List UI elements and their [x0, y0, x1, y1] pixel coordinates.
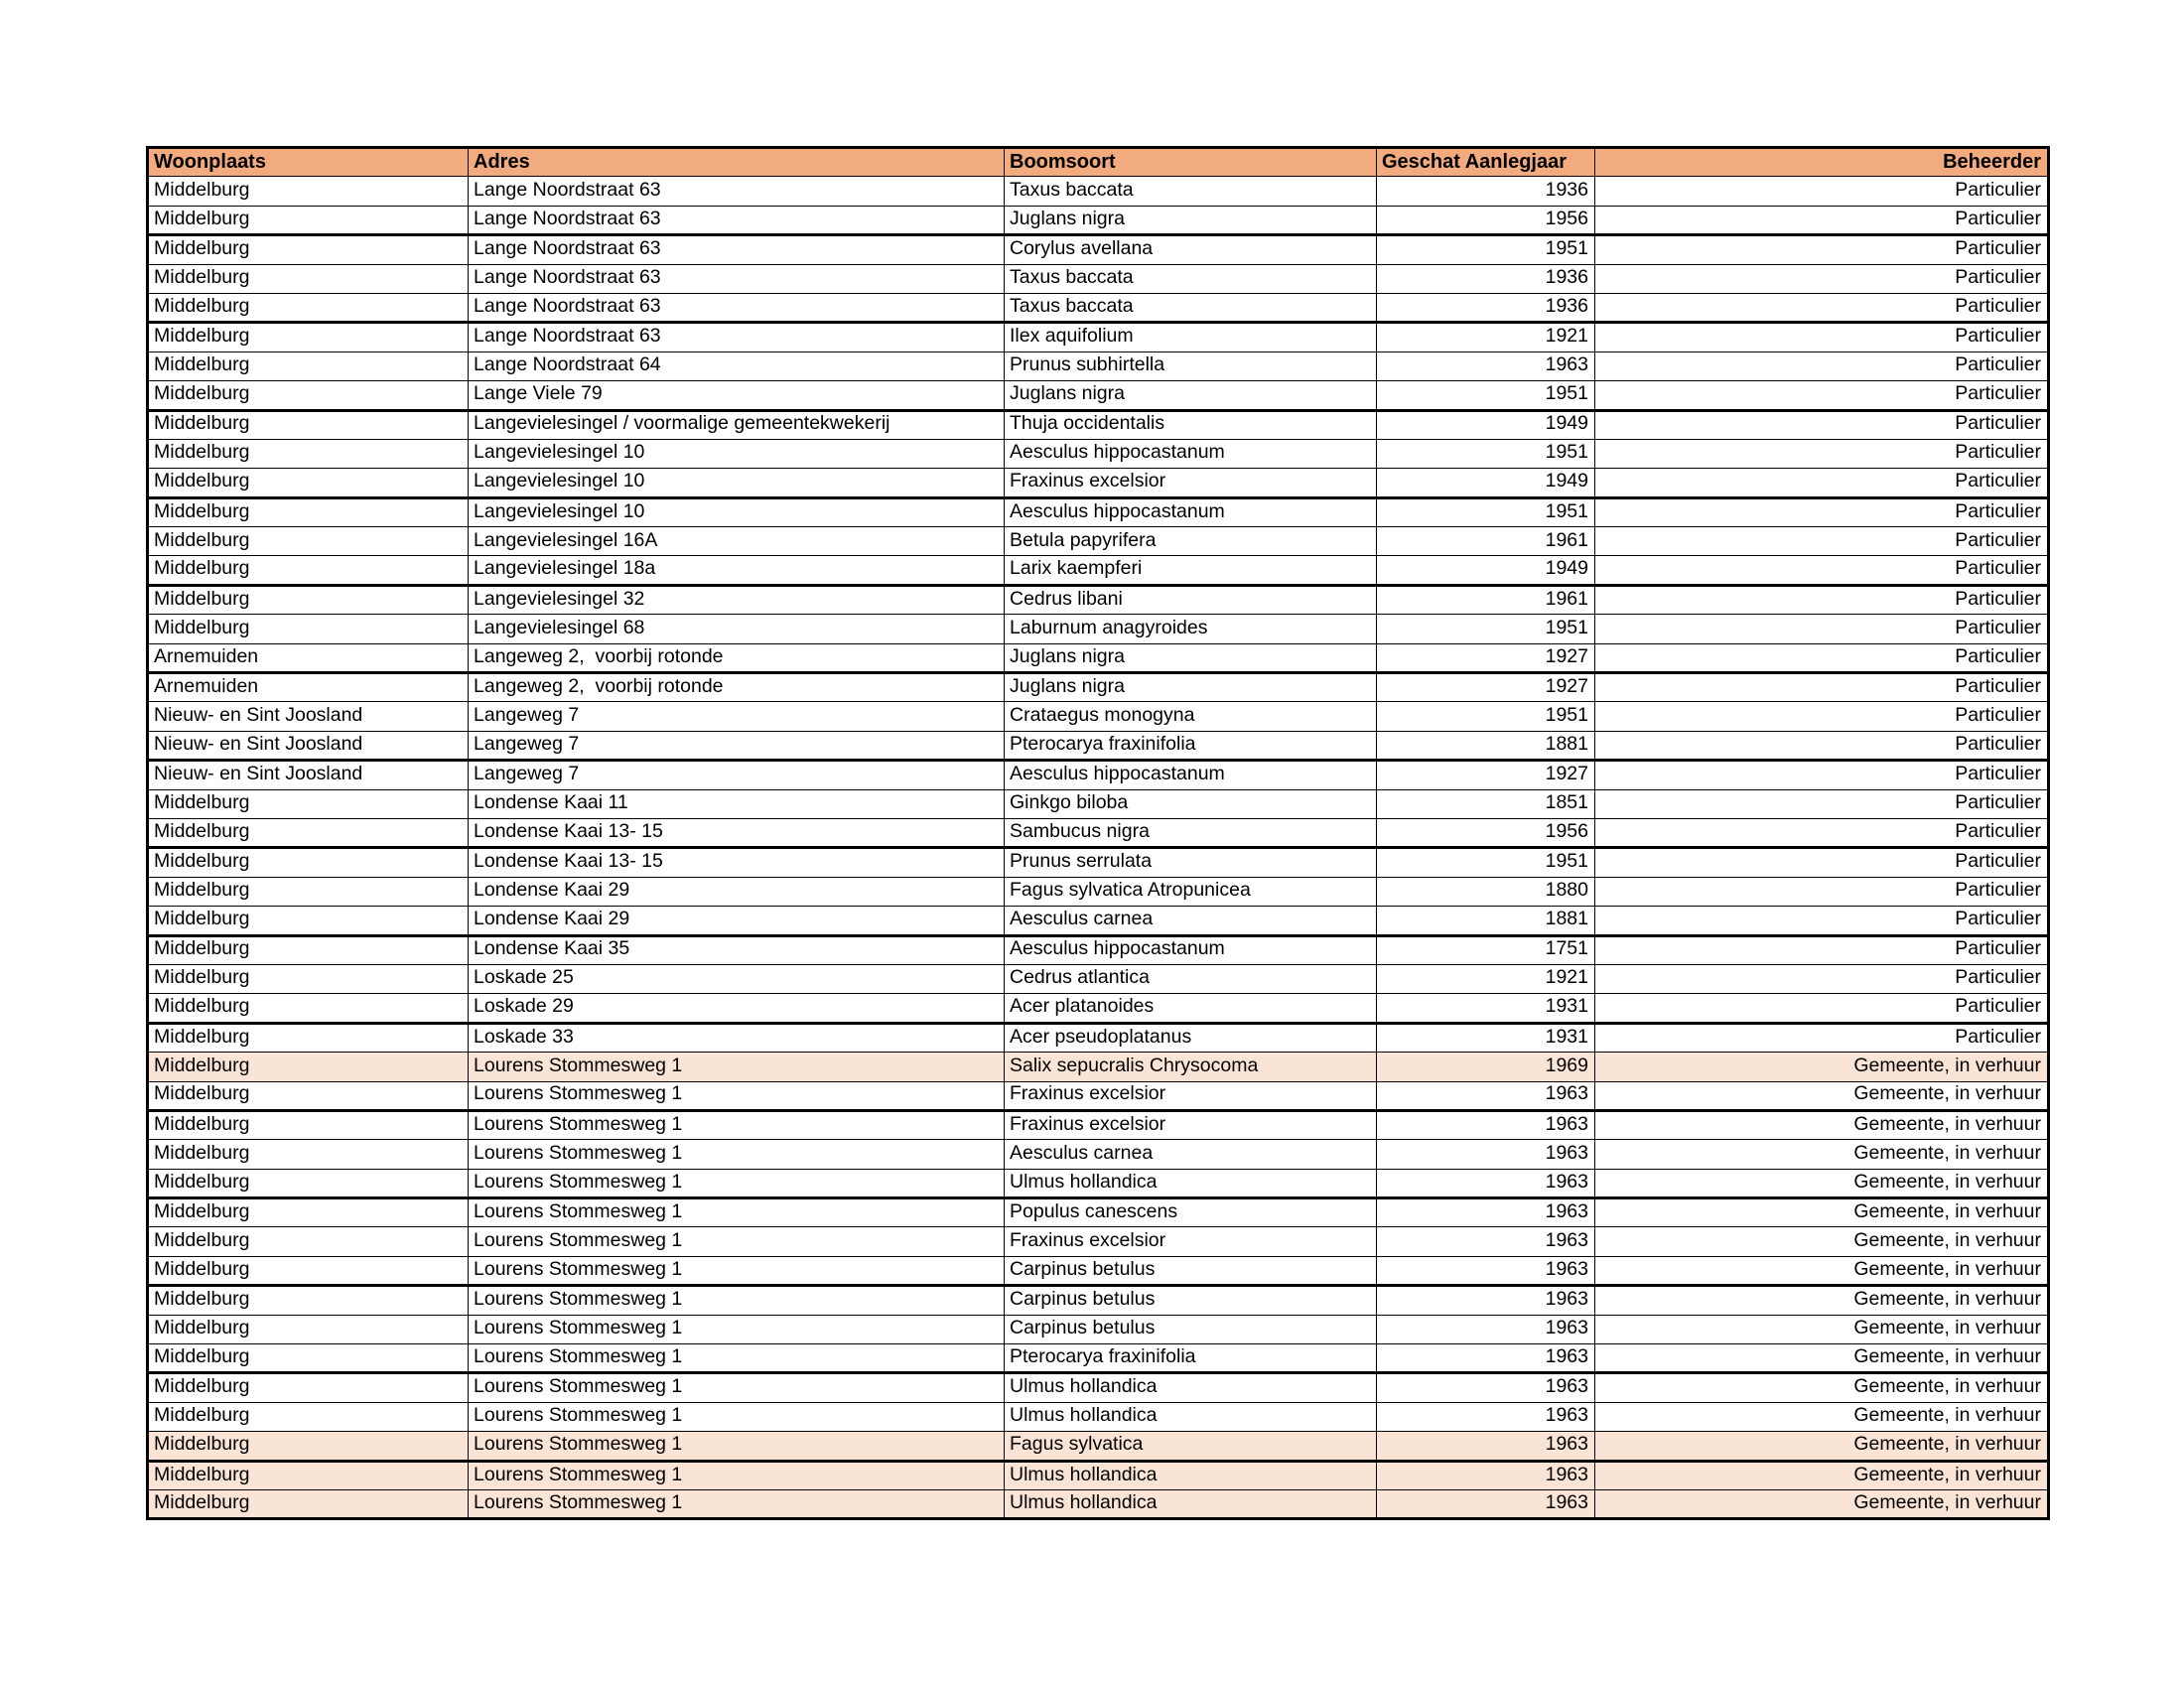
cell-jaar: 1951 — [1377, 497, 1595, 526]
cell-beheerder: Gemeente, in verhuur — [1595, 1256, 2049, 1285]
cell-adres: Langevielesingel 10 — [469, 469, 1005, 497]
cell-adres: Lange Noordstraat 63 — [469, 264, 1005, 293]
cell-woonplaats: Middelburg — [148, 1402, 469, 1431]
cell-adres: Lange Noordstraat 63 — [469, 293, 1005, 322]
cell-woonplaats: Middelburg — [148, 818, 469, 847]
cell-woonplaats: Middelburg — [148, 352, 469, 380]
cell-adres: Langeweg 2, voorbij rotonde — [469, 673, 1005, 702]
table-row — [148, 1023, 2049, 1052]
cell-woonplaats: Middelburg — [148, 615, 469, 643]
cell-adres: Lourens Stommesweg 1 — [469, 1286, 1005, 1315]
cell-jaar: 1936 — [1377, 177, 1595, 206]
cell-woonplaats: Middelburg — [148, 439, 469, 468]
cell-boomsoort: Aesculus hippocastanum — [1005, 935, 1377, 964]
table-row — [148, 1286, 2049, 1315]
cell-boomsoort: Ulmus hollandica — [1005, 1402, 1377, 1431]
table-row — [148, 235, 2049, 264]
table-row — [148, 702, 2049, 731]
cell-boomsoort: Aesculus carnea — [1005, 907, 1377, 935]
cell-jaar: 1951 — [1377, 381, 1595, 410]
cell-boomsoort: Aesculus carnea — [1005, 1140, 1377, 1169]
cell-woonplaats: Nieuw- en Sint Joosland — [148, 702, 469, 731]
cell-jaar: 1951 — [1377, 702, 1595, 731]
cell-woonplaats: Middelburg — [148, 323, 469, 352]
cell-adres: Langeweg 7 — [469, 761, 1005, 789]
cell-woonplaats: Middelburg — [148, 1140, 469, 1169]
cell-beheerder: Particulier — [1595, 527, 2049, 556]
cell-boomsoort: Ulmus hollandica — [1005, 1373, 1377, 1402]
cell-adres: Lourens Stommesweg 1 — [469, 1461, 1005, 1489]
cell-beheerder: Gemeente, in verhuur — [1595, 1140, 2049, 1169]
cell-beheerder: Particulier — [1595, 789, 2049, 818]
cell-beheerder: Gemeente, in verhuur — [1595, 1315, 2049, 1343]
cell-boomsoort: Carpinus betulus — [1005, 1286, 1377, 1315]
cell-jaar: 1961 — [1377, 527, 1595, 556]
cell-woonplaats: Middelburg — [148, 1053, 469, 1081]
cell-beheerder: Particulier — [1595, 964, 2049, 993]
cell-adres: Londense Kaai 11 — [469, 789, 1005, 818]
cell-adres: Lourens Stommesweg 1 — [469, 1344, 1005, 1373]
cell-beheerder: Gemeente, in verhuur — [1595, 1373, 2049, 1402]
cell-woonplaats: Middelburg — [148, 1256, 469, 1285]
cell-beheerder: Gemeente, in verhuur — [1595, 1489, 2049, 1518]
table-row — [148, 731, 2049, 760]
cell-jaar: 1963 — [1377, 1286, 1595, 1315]
cell-jaar: 1963 — [1377, 1461, 1595, 1489]
cell-boomsoort: Larix kaempferi — [1005, 556, 1377, 585]
cell-boomsoort: Pterocarya fraxinifolia — [1005, 1344, 1377, 1373]
cell-adres: Lourens Stommesweg 1 — [469, 1227, 1005, 1256]
cell-jaar: 1751 — [1377, 935, 1595, 964]
table-row — [148, 527, 2049, 556]
cell-jaar: 1851 — [1377, 789, 1595, 818]
cell-boomsoort: Fraxinus excelsior — [1005, 469, 1377, 497]
table-header — [148, 148, 2049, 177]
table-row — [148, 1432, 2049, 1461]
cell-jaar: 1951 — [1377, 615, 1595, 643]
cell-boomsoort: Juglans nigra — [1005, 643, 1377, 672]
cell-jaar: 1961 — [1377, 585, 1595, 614]
cell-adres: Langeweg 7 — [469, 731, 1005, 760]
cell-adres: Londense Kaai 29 — [469, 877, 1005, 906]
cell-boomsoort: Cedrus atlantica — [1005, 964, 1377, 993]
cell-boomsoort: Prunus subhirtella — [1005, 352, 1377, 380]
cell-boomsoort: Fraxinus excelsior — [1005, 1110, 1377, 1139]
cell-jaar: 1881 — [1377, 731, 1595, 760]
cell-beheerder: Particulier — [1595, 556, 2049, 585]
cell-woonplaats: Arnemuiden — [148, 673, 469, 702]
cell-beheerder: Particulier — [1595, 352, 2049, 380]
cell-jaar: 1951 — [1377, 848, 1595, 877]
table-row — [148, 615, 2049, 643]
cell-beheerder: Particulier — [1595, 381, 2049, 410]
cell-jaar: 1951 — [1377, 235, 1595, 264]
cell-adres: Lourens Stommesweg 1 — [469, 1256, 1005, 1285]
cell-beheerder: Particulier — [1595, 206, 2049, 234]
cell-beheerder: Gemeente, in verhuur — [1595, 1227, 2049, 1256]
cell-adres: Lange Noordstraat 63 — [469, 235, 1005, 264]
cell-adres: Loskade 33 — [469, 1023, 1005, 1052]
cell-beheerder: Particulier — [1595, 235, 2049, 264]
cell-jaar: 1921 — [1377, 964, 1595, 993]
cell-adres: Lourens Stommesweg 1 — [469, 1315, 1005, 1343]
cell-jaar: 1963 — [1377, 1432, 1595, 1461]
cell-beheerder: Gemeente, in verhuur — [1595, 1402, 2049, 1431]
cell-beheerder: Particulier — [1595, 818, 2049, 847]
cell-woonplaats: Middelburg — [148, 1489, 469, 1518]
cell-beheerder: Particulier — [1595, 702, 2049, 731]
cell-jaar: 1963 — [1377, 1169, 1595, 1197]
cell-adres: Langevielesingel 16A — [469, 527, 1005, 556]
cell-beheerder: Particulier — [1595, 439, 2049, 468]
cell-beheerder: Gemeente, in verhuur — [1595, 1344, 2049, 1373]
cell-woonplaats: Middelburg — [148, 1344, 469, 1373]
cell-beheerder: Particulier — [1595, 585, 2049, 614]
cell-boomsoort: Thuja occidentalis — [1005, 410, 1377, 439]
col-header-woonplaats: Woonplaats — [148, 148, 469, 177]
cell-jaar: 1963 — [1377, 1402, 1595, 1431]
table-row — [148, 877, 2049, 906]
table-row — [148, 469, 2049, 497]
table-row — [148, 293, 2049, 322]
cell-boomsoort: Ulmus hollandica — [1005, 1489, 1377, 1518]
cell-adres: Langevielesingel 68 — [469, 615, 1005, 643]
table-row — [148, 1227, 2049, 1256]
cell-beheerder: Particulier — [1595, 907, 2049, 935]
table-row — [148, 1256, 2049, 1285]
cell-beheerder: Particulier — [1595, 323, 2049, 352]
cell-jaar: 1880 — [1377, 877, 1595, 906]
col-header-geschat-aanlegjaar: Geschat Aanlegjaar — [1377, 148, 1595, 177]
cell-boomsoort: Ulmus hollandica — [1005, 1169, 1377, 1197]
cell-boomsoort: Corylus avellana — [1005, 235, 1377, 264]
cell-jaar: 1969 — [1377, 1053, 1595, 1081]
cell-woonplaats: Middelburg — [148, 994, 469, 1023]
table-row — [148, 964, 2049, 993]
cell-boomsoort: Taxus baccata — [1005, 177, 1377, 206]
table-row — [148, 585, 2049, 614]
cell-beheerder: Particulier — [1595, 731, 2049, 760]
cell-woonplaats: Middelburg — [148, 935, 469, 964]
cell-boomsoort: Juglans nigra — [1005, 673, 1377, 702]
cell-boomsoort: Salix sepucralis Chrysocoma — [1005, 1053, 1377, 1081]
cell-beheerder: Particulier — [1595, 643, 2049, 672]
cell-woonplaats: Middelburg — [148, 848, 469, 877]
cell-beheerder: Gemeente, in verhuur — [1595, 1053, 2049, 1081]
col-header-beheerder: Beheerder — [1595, 148, 2049, 177]
cell-beheerder: Particulier — [1595, 848, 2049, 877]
cell-adres: Lange Noordstraat 63 — [469, 323, 1005, 352]
cell-woonplaats: Middelburg — [148, 1227, 469, 1256]
cell-adres: Lourens Stommesweg 1 — [469, 1402, 1005, 1431]
cell-boomsoort: Acer platanoides — [1005, 994, 1377, 1023]
cell-woonplaats: Middelburg — [148, 264, 469, 293]
cell-adres: Londense Kaai 13- 15 — [469, 848, 1005, 877]
cell-jaar: 1963 — [1377, 352, 1595, 380]
table-row — [148, 206, 2049, 234]
cell-woonplaats: Middelburg — [148, 556, 469, 585]
cell-adres: Lange Noordstraat 63 — [469, 206, 1005, 234]
cell-boomsoort: Ginkgo biloba — [1005, 789, 1377, 818]
table-row — [148, 1140, 2049, 1169]
cell-woonplaats: Middelburg — [148, 907, 469, 935]
cell-boomsoort: Fagus sylvatica — [1005, 1432, 1377, 1461]
cell-woonplaats: Middelburg — [148, 381, 469, 410]
cell-jaar: 1936 — [1377, 264, 1595, 293]
cell-jaar: 1927 — [1377, 673, 1595, 702]
cell-boomsoort: Pterocarya fraxinifolia — [1005, 731, 1377, 760]
cell-woonplaats: Middelburg — [148, 293, 469, 322]
cell-woonplaats: Middelburg — [148, 1169, 469, 1197]
cell-jaar: 1963 — [1377, 1315, 1595, 1343]
cell-beheerder: Gemeente, in verhuur — [1595, 1461, 2049, 1489]
table-row — [148, 673, 2049, 702]
cell-adres: Londense Kaai 35 — [469, 935, 1005, 964]
cell-boomsoort: Prunus serrulata — [1005, 848, 1377, 877]
cell-jaar: 1956 — [1377, 206, 1595, 234]
cell-boomsoort: Carpinus betulus — [1005, 1256, 1377, 1285]
cell-jaar: 1927 — [1377, 761, 1595, 789]
table-row — [148, 177, 2049, 206]
cell-woonplaats: Middelburg — [148, 410, 469, 439]
cell-beheerder: Gemeente, in verhuur — [1595, 1286, 2049, 1315]
cell-adres: Lange Noordstraat 63 — [469, 177, 1005, 206]
cell-jaar: 1963 — [1377, 1110, 1595, 1139]
cell-beheerder: Particulier — [1595, 177, 2049, 206]
cell-adres: Langevielesingel 18a — [469, 556, 1005, 585]
cell-beheerder: Gemeente, in verhuur — [1595, 1432, 2049, 1461]
cell-boomsoort: Taxus baccata — [1005, 264, 1377, 293]
cell-woonplaats: Middelburg — [148, 1373, 469, 1402]
col-header-adres: Adres — [469, 148, 1005, 177]
cell-boomsoort: Laburnum anagyroides — [1005, 615, 1377, 643]
cell-jaar: 1881 — [1377, 907, 1595, 935]
table-row — [148, 1053, 2049, 1081]
tree-register-table — [146, 146, 2050, 1520]
cell-adres: Lange Noordstraat 64 — [469, 352, 1005, 380]
cell-woonplaats: Middelburg — [148, 527, 469, 556]
cell-beheerder: Gemeente, in verhuur — [1595, 1081, 2049, 1110]
cell-woonplaats: Nieuw- en Sint Joosland — [148, 731, 469, 760]
table-row — [148, 410, 2049, 439]
cell-jaar: 1949 — [1377, 410, 1595, 439]
cell-adres: Lourens Stommesweg 1 — [469, 1053, 1005, 1081]
cell-boomsoort: Ulmus hollandica — [1005, 1461, 1377, 1489]
cell-boomsoort: Carpinus betulus — [1005, 1315, 1377, 1343]
cell-jaar: 1921 — [1377, 323, 1595, 352]
cell-adres: Lourens Stommesweg 1 — [469, 1489, 1005, 1518]
table-row — [148, 935, 2049, 964]
table-row — [148, 1489, 2049, 1518]
cell-beheerder: Particulier — [1595, 469, 2049, 497]
table-row — [148, 1169, 2049, 1197]
cell-adres: Loskade 25 — [469, 964, 1005, 993]
cell-adres: Lourens Stommesweg 1 — [469, 1140, 1005, 1169]
table-row — [148, 789, 2049, 818]
cell-adres: Lourens Stommesweg 1 — [469, 1432, 1005, 1461]
cell-boomsoort: Populus canescens — [1005, 1198, 1377, 1227]
table-row — [148, 848, 2049, 877]
cell-adres: Londense Kaai 29 — [469, 907, 1005, 935]
cell-woonplaats: Middelburg — [148, 1286, 469, 1315]
table-row — [148, 1110, 2049, 1139]
cell-beheerder: Particulier — [1595, 1023, 2049, 1052]
cell-boomsoort: Aesculus hippocastanum — [1005, 439, 1377, 468]
cell-adres: Lourens Stommesweg 1 — [469, 1198, 1005, 1227]
table-row — [148, 381, 2049, 410]
cell-beheerder: Particulier — [1595, 761, 2049, 789]
cell-boomsoort: Crataegus monogyna — [1005, 702, 1377, 731]
cell-woonplaats: Middelburg — [148, 789, 469, 818]
cell-jaar: 1963 — [1377, 1256, 1595, 1285]
cell-woonplaats: Middelburg — [148, 469, 469, 497]
table-row — [148, 264, 2049, 293]
cell-beheerder: Particulier — [1595, 410, 2049, 439]
cell-jaar: 1963 — [1377, 1227, 1595, 1256]
cell-adres: Langevielesingel / voormalige gemeentekwekerij — [469, 410, 1005, 439]
cell-beheerder: Gemeente, in verhuur — [1595, 1198, 2049, 1227]
cell-boomsoort: Fagus sylvatica Atropunicea — [1005, 877, 1377, 906]
table-row — [148, 497, 2049, 526]
cell-jaar: 1956 — [1377, 818, 1595, 847]
cell-boomsoort: Ilex aquifolium — [1005, 323, 1377, 352]
cell-beheerder: Particulier — [1595, 673, 2049, 702]
cell-boomsoort: Juglans nigra — [1005, 381, 1377, 410]
cell-jaar: 1963 — [1377, 1081, 1595, 1110]
cell-adres: Lourens Stommesweg 1 — [469, 1169, 1005, 1197]
cell-beheerder: Particulier — [1595, 615, 2049, 643]
table-row — [148, 1344, 2049, 1373]
cell-jaar: 1963 — [1377, 1344, 1595, 1373]
cell-jaar: 1936 — [1377, 293, 1595, 322]
cell-woonplaats: Middelburg — [148, 1110, 469, 1139]
cell-boomsoort: Betula papyrifera — [1005, 527, 1377, 556]
table-row — [148, 994, 2049, 1023]
cell-jaar: 1949 — [1377, 469, 1595, 497]
cell-woonplaats: Middelburg — [148, 964, 469, 993]
cell-jaar: 1949 — [1377, 556, 1595, 585]
cell-boomsoort: Fraxinus excelsior — [1005, 1081, 1377, 1110]
cell-beheerder: Particulier — [1595, 497, 2049, 526]
table-row — [148, 1402, 2049, 1431]
table-row — [148, 907, 2049, 935]
table-row — [148, 818, 2049, 847]
cell-adres: Lourens Stommesweg 1 — [469, 1373, 1005, 1402]
cell-beheerder: Gemeente, in verhuur — [1595, 1110, 2049, 1139]
cell-woonplaats: Arnemuiden — [148, 643, 469, 672]
cell-boomsoort: Cedrus libani — [1005, 585, 1377, 614]
cell-jaar: 1963 — [1377, 1140, 1595, 1169]
table-row — [148, 761, 2049, 789]
col-header-boomsoort: Boomsoort — [1005, 148, 1377, 177]
cell-woonplaats: Middelburg — [148, 206, 469, 234]
cell-boomsoort: Aesculus hippocastanum — [1005, 761, 1377, 789]
table-row — [148, 439, 2049, 468]
cell-boomsoort: Aesculus hippocastanum — [1005, 497, 1377, 526]
cell-jaar: 1927 — [1377, 643, 1595, 672]
table-row — [148, 1373, 2049, 1402]
cell-adres: Lourens Stommesweg 1 — [469, 1081, 1005, 1110]
cell-beheerder: Particulier — [1595, 994, 2049, 1023]
cell-beheerder: Particulier — [1595, 935, 2049, 964]
cell-woonplaats: Middelburg — [148, 1081, 469, 1110]
cell-woonplaats: Middelburg — [148, 497, 469, 526]
cell-boomsoort: Acer pseudoplatanus — [1005, 1023, 1377, 1052]
table-row — [148, 1198, 2049, 1227]
cell-adres: Lourens Stommesweg 1 — [469, 1110, 1005, 1139]
cell-woonplaats: Middelburg — [148, 1432, 469, 1461]
cell-boomsoort: Sambucus nigra — [1005, 818, 1377, 847]
cell-adres: Langeweg 2, voorbij rotonde — [469, 643, 1005, 672]
cell-woonplaats: Middelburg — [148, 877, 469, 906]
cell-woonplaats: Middelburg — [148, 235, 469, 264]
cell-beheerder: Particulier — [1595, 264, 2049, 293]
cell-adres: Langeweg 7 — [469, 702, 1005, 731]
cell-jaar: 1951 — [1377, 439, 1595, 468]
cell-boomsoort: Juglans nigra — [1005, 206, 1377, 234]
cell-beheerder: Particulier — [1595, 877, 2049, 906]
cell-boomsoort: Taxus baccata — [1005, 293, 1377, 322]
table-row — [148, 1315, 2049, 1343]
cell-jaar: 1931 — [1377, 1023, 1595, 1052]
table-row — [148, 1461, 2049, 1489]
cell-adres: Langevielesingel 10 — [469, 439, 1005, 468]
cell-woonplaats: Middelburg — [148, 1198, 469, 1227]
cell-jaar: 1963 — [1377, 1198, 1595, 1227]
cell-adres: Londense Kaai 13- 15 — [469, 818, 1005, 847]
table-row — [148, 1081, 2049, 1110]
cell-woonplaats: Middelburg — [148, 1023, 469, 1052]
cell-woonplaats: Nieuw- en Sint Joosland — [148, 761, 469, 789]
cell-woonplaats: Middelburg — [148, 1315, 469, 1343]
cell-adres: Lange Viele 79 — [469, 381, 1005, 410]
cell-jaar: 1963 — [1377, 1489, 1595, 1518]
table-row — [148, 352, 2049, 380]
table-body — [148, 177, 2049, 1519]
cell-beheerder: Particulier — [1595, 293, 2049, 322]
cell-boomsoort: Fraxinus excelsior — [1005, 1227, 1377, 1256]
cell-adres: Langevielesingel 32 — [469, 585, 1005, 614]
header-row — [148, 148, 2049, 177]
table-row — [148, 556, 2049, 585]
cell-jaar: 1963 — [1377, 1373, 1595, 1402]
cell-beheerder: Gemeente, in verhuur — [1595, 1169, 2049, 1197]
cell-adres: Loskade 29 — [469, 994, 1005, 1023]
cell-woonplaats: Middelburg — [148, 585, 469, 614]
table-row — [148, 643, 2049, 672]
cell-woonplaats: Middelburg — [148, 1461, 469, 1489]
cell-woonplaats: Middelburg — [148, 177, 469, 206]
table-row — [148, 323, 2049, 352]
cell-jaar: 1931 — [1377, 994, 1595, 1023]
cell-adres: Langevielesingel 10 — [469, 497, 1005, 526]
